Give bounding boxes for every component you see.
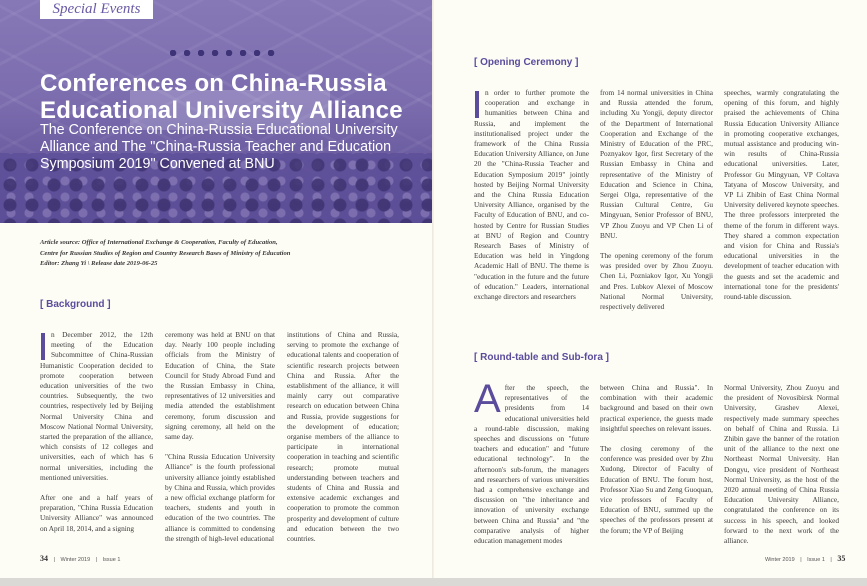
page-folio-right: Winter 2019 | Issue 1 | 35 — [765, 554, 846, 563]
dropcap-letter: A — [474, 377, 501, 421]
opening-column-1 — [474, 88, 589, 312]
opening-column-2 — [600, 88, 713, 322]
background-column-3 — [287, 330, 399, 554]
paragraph: speeches, warmly congratulating the opening of this forum, and highly praised the achievements of China Russia Education University Alliance in promoting cooperative exchanges, mutual assistance and producing win-win results of China-Russia educational universities. Later, Professor Gu Mingyuan, VP Coltava Tatyana of Moscow University, and VP Li Zhibin of East China Normal University delivered keynote speeches. The three professors interpreted the theme of the forum in different ways. They shared a common expectation and vision for China and Russia's educational universities in the development of teacher education with the guests and set the academic and international tone for the presidents' round-table discussion. — [724, 88, 839, 302]
background-column-2 — [165, 330, 275, 554]
opening-ceremony-heading: [ Opening Ceremony ] — [474, 57, 579, 68]
paragraph: The opening ceremony of the forum was presided over by Zhou Zuoyu. Chen Li, Pozniakov Igor, Xu Yongji and Pres. Lubkov Alexei of Moscow National Normal University, respectively delivered — [600, 251, 713, 312]
article-title: Conferences on China-Russia Educational University Alliance — [40, 70, 403, 124]
article-credits — [40, 238, 400, 270]
page-folio-left: 34 | Winter 2019 | Issue 1 — [40, 554, 121, 563]
issue-number: Issue 1 — [102, 557, 121, 563]
paragraph: between China and Russia". In combination with their academic background and based on their own practical experience, the guests made insightful speeches on relevant issues. — [600, 383, 713, 433]
roundtable-heading: [ Round-table and Sub-fora ] — [474, 352, 609, 363]
background-column-1 — [40, 330, 153, 544]
paragraph: The closing ceremony of the conference was presided over by Zhu Xudong, Director of Faculty of Education of BNU. The forum host, Professor Xiao Su and Zeng Guoquan, vice professors of Faculty of Education of BNU, summed up the speeches of the professors present at the forum; the VP of Beijing — [600, 444, 713, 535]
background-heading: [ Background ] — [40, 299, 111, 310]
page-number: 35 — [837, 554, 846, 563]
paragraph: ceremony was held at BNU on that day. Nearly 100 people including officials from the Ministry of Education of China, the State Council for Study Abroad Fund and the Russian Embassy in China, representatives of 12 universities and media attended the establishment ceremony, forum discussion and signing ceremony, all held on the same day. — [165, 330, 275, 442]
credit-line: Editor: Zhang Yi \ Release date 2019-06-25 — [40, 260, 158, 267]
article-subtitle: The Conference on China-Russia Educational University Alliance and The "China-Russia Teacher and Education Symposium 2019" Convened at BNU — [40, 122, 398, 172]
credit-line: Centre for Russian Studies of Region and Country Research Bases of Ministry of Education — [40, 249, 291, 257]
hero-ceiling-lights — [170, 50, 275, 56]
paragraph: After the speech, the representatives of the presidents from 14 educational universities held a round-table discussion, making speeches and discussions on "future teachers and education" and "future educational technology". In the afternoon's sub-forum, the managers and researchers of various universities had a comprehensive exchange and discussion on "the inheritance and innovation of university exchange between China and Russia" and "the comparative analysis of higher education management modes — [474, 377, 589, 546]
paragraph: institutions of China and Russia, serving to promote the exchange of educational talents and cooperation of scientific research projects between China and Russia. After the establishment of the alliance, it will mainly carry out comparative research on education between China and Russia, provide suggestions for the development of education; organise members of the alliance to participate in international cooperation in teaching and scientific research; promote mutual understanding between teachers and students of China and Russia and extensive academic exchanges and cooperation to promote the common prosperity and development of culture and education between the two countries. — [287, 330, 399, 544]
left-page — [0, 0, 433, 578]
opening-column-3 — [724, 88, 839, 312]
roundtable-column-2 — [600, 383, 713, 546]
section-tag: Special Events — [40, 0, 153, 19]
page-number: 34 — [40, 554, 48, 563]
paragraph: "China Russia Education University Alliance" is the fourth professional university alliance jointly established by China and Russia, which provides a new official exchange platform for teachers, students and youth in education of the two countries. The alliance is committed to condensing the strength of high-level educational — [165, 452, 275, 543]
paragraph: Normal University, Zhou Zuoyu and the president of Novosibirsk Normal University, Grashev Alexei, respectively made summary speeches on behalf of China and Russia. Li Zhibin gave the banner of the rotation unit of the alliance to the next one Northeast Normal University. Han Dongyu, vice president of Northeast Normal University, as the host of the 2020 annual meeting of China Russia Education University Alliance, congratulated the conference on its success in his speech, and looked forward to the next work of the alliance. — [724, 383, 839, 546]
dropcap-bar-icon — [475, 91, 479, 118]
dropcap-bar-icon — [41, 333, 45, 360]
paragraph: After one and a half years of preparation, "China Russia Education University Alliance" was announced on April 18, 2014, and a signing — [40, 493, 153, 533]
right-page — [434, 0, 867, 578]
credit-line: Article source: Office of International Exchange & Cooperation, Faculty of Education, — [40, 239, 278, 246]
hero-photo — [0, 0, 433, 223]
paragraph: n December 2012, the 12th meeting of the Education Subcommittee of China-Russian Humanistic Cooperation decided to promote cooperation between education universities of the two countries. Subsequently, the two countries, respectively led by Beijing Normal University China and Moscow National Normal University, started the preparation of the alliance, which consists of 12 colleges and universities, each of which has 6 normal universities, including the mentioned universities. — [40, 330, 153, 482]
spread-bottom-edge — [0, 578, 867, 586]
roundtable-column-1 — [474, 377, 589, 556]
roundtable-column-3 — [724, 383, 839, 556]
issue-number: Issue 1 — [807, 557, 825, 563]
issue-season: Winter 2019 — [765, 557, 795, 563]
issue-season: Winter 2019 — [60, 557, 91, 563]
paragraph: from 14 normal universities in China and Russia attended the forum, including Xu Yongji, deputy director of the Department of International Cooperation and Exchange of the Ministry of Education of the PRC, Poznyakov Igor, first Secretary of the Russian Embassy in China and representative of the Ministry of Education and Science in China, Sergei Olga, representative of the Russian Cultural Centre, Gu Mingyuan, Senior Professor of BNU, VP Zhou Zuoyu and VP Chen Li of BNU. — [600, 88, 713, 240]
paragraph: n order to further promote the cooperation and exchange in humanities between China and Russia, and implement the institutionalised project under the framework of the China Russia Education University Alliance, on June 20 the "China-Russia Teacher and Education Symposium 2019" jointly hosted by Beijing Normal University and the China Russia Education University Alliance, organised by the Faculty of Education of BNU, and co-hosted by Centre for Russian Studies at BNU of Region and Country Research Bases of Ministry of Education was held in Yingdong Academic Hall of BNU. The theme is "education in the future and the future of education." Leaders, international exchange directors and researchers — [474, 88, 589, 302]
